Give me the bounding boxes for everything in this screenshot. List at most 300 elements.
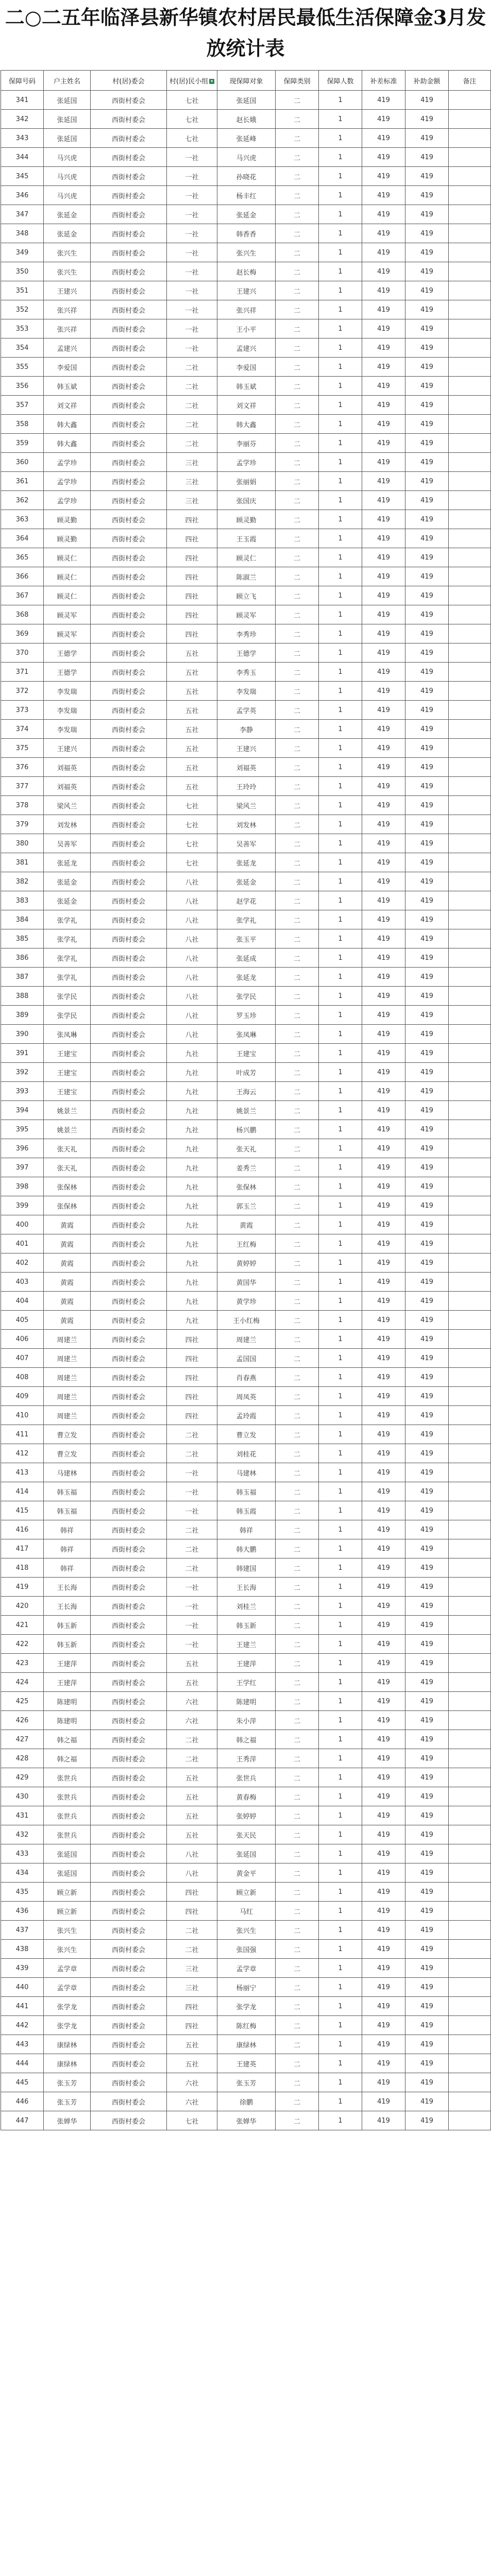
cell-count: 1 <box>319 1902 362 1921</box>
table-row <box>1 1292 491 1311</box>
cell-group: 七社 <box>167 853 217 872</box>
cell-id: 369 <box>1 624 44 643</box>
cell-householder: 张兴生 <box>44 262 91 281</box>
cell-householder: 顾灵勤 <box>44 510 91 529</box>
table-row <box>1 1597 491 1616</box>
cell-remarks <box>449 1806 491 1825</box>
cell-count: 1 <box>319 110 362 129</box>
cell-village: 西街村委会 <box>91 338 167 358</box>
cell-householder: 曹立发 <box>44 1425 91 1444</box>
cell-village: 西街村委会 <box>91 1158 167 1177</box>
header-label: 现保障对象 <box>229 77 263 86</box>
cell-amount: 419 <box>405 2092 449 2111</box>
cell-village: 西街村委会 <box>91 262 167 281</box>
cell-remarks <box>449 281 491 300</box>
cell-count: 1 <box>319 1139 362 1158</box>
cell-recipient: 张婵华 <box>217 2111 276 2130</box>
cell-count: 1 <box>319 701 362 720</box>
cell-remarks <box>449 2092 491 2111</box>
cell-remarks <box>449 1768 491 1787</box>
cell-village: 西街村委会 <box>91 1463 167 1482</box>
cell-amount: 419 <box>405 567 449 586</box>
cell-householder: 刘发林 <box>44 815 91 834</box>
cell-householder: 王长海 <box>44 1597 91 1616</box>
cell-village: 西街村委会 <box>91 586 167 605</box>
cell-village: 西街村委会 <box>91 1215 167 1234</box>
cell-id: 395 <box>1 1120 44 1139</box>
cell-recipient: 顾立新 <box>217 1883 276 1902</box>
cell-id: 439 <box>1 1959 44 1978</box>
cell-amount: 419 <box>405 987 449 1006</box>
cell-remarks <box>449 1959 491 1978</box>
cell-group: 五社 <box>167 682 217 701</box>
cell-householder: 周建兰 <box>44 1349 91 1368</box>
cell-category: 二 <box>276 1006 319 1025</box>
cell-remarks <box>449 1883 491 1902</box>
cell-householder: 刘文祥 <box>44 396 91 415</box>
cell-remarks <box>449 2073 491 2092</box>
cell-group: 五社 <box>167 2035 217 2054</box>
cell-group: 二社 <box>167 1921 217 1940</box>
cell-amount: 419 <box>405 1120 449 1139</box>
cell-recipient: 王德学 <box>217 643 276 663</box>
cell-recipient: 张保林 <box>217 1177 276 1196</box>
cell-householder: 韩玉新 <box>44 1616 91 1635</box>
cell-group: 三社 <box>167 472 217 491</box>
cell-standard: 419 <box>362 1654 405 1673</box>
table-row <box>1 1463 491 1482</box>
cell-remarks <box>449 2054 491 2073</box>
col-header-category <box>276 71 319 91</box>
cell-recipient: 孙晓花 <box>217 167 276 186</box>
cell-id: 425 <box>1 1692 44 1711</box>
cell-remarks <box>449 2035 491 2054</box>
cell-recipient: 李秀珍 <box>217 624 276 643</box>
cell-amount: 419 <box>405 1101 449 1120</box>
cell-id: 387 <box>1 968 44 987</box>
cell-amount: 419 <box>405 758 449 777</box>
cell-recipient: 韩大鹏 <box>217 1539 276 1558</box>
cell-id: 391 <box>1 1044 44 1063</box>
cell-amount: 419 <box>405 1616 449 1635</box>
cell-id: 424 <box>1 1673 44 1692</box>
cell-village: 西街村委会 <box>91 1730 167 1749</box>
cell-recipient: 赵长梅 <box>217 262 276 281</box>
cell-remarks <box>449 1368 491 1387</box>
table-row <box>1 624 491 643</box>
cell-standard: 419 <box>362 1711 405 1730</box>
cell-id: 429 <box>1 1768 44 1787</box>
cell-recipient: 韩玉斌 <box>217 377 276 396</box>
cell-count: 1 <box>319 358 362 377</box>
cell-amount: 419 <box>405 1196 449 1215</box>
cell-remarks <box>449 1120 491 1139</box>
col-header-amount <box>405 71 449 91</box>
cell-category: 二 <box>276 1273 319 1292</box>
cell-standard: 419 <box>362 1330 405 1349</box>
cell-standard: 419 <box>362 1825 405 1844</box>
cell-group: 四社 <box>167 567 217 586</box>
cell-village: 西街村委会 <box>91 2092 167 2111</box>
cell-village: 西街村委会 <box>91 377 167 396</box>
cell-householder: 黄霞 <box>44 1273 91 1292</box>
cell-recipient: 罗玉珍 <box>217 1006 276 1025</box>
table-row <box>1 2092 491 2111</box>
cell-remarks <box>449 1787 491 1806</box>
cell-recipient: 孟学珍 <box>217 453 276 472</box>
cell-category: 二 <box>276 1520 319 1539</box>
cell-id: 384 <box>1 910 44 929</box>
cell-id: 357 <box>1 396 44 415</box>
cell-standard: 419 <box>362 815 405 834</box>
cell-remarks <box>449 834 491 853</box>
cell-village: 西街村委会 <box>91 358 167 377</box>
table-row <box>1 1120 491 1139</box>
cell-count: 1 <box>319 148 362 167</box>
cell-householder: 王建萍 <box>44 1673 91 1692</box>
cell-village: 西街村委会 <box>91 1768 167 1787</box>
cell-count: 1 <box>319 205 362 224</box>
cell-recipient: 顾灵勤 <box>217 510 276 529</box>
cell-id: 378 <box>1 796 44 815</box>
cell-recipient: 曹立发 <box>217 1425 276 1444</box>
cell-category: 二 <box>276 453 319 472</box>
cell-recipient: 张国强 <box>217 1940 276 1959</box>
cell-remarks <box>449 796 491 815</box>
cell-category: 二 <box>276 91 319 110</box>
cell-category: 二 <box>276 1253 319 1273</box>
cell-remarks <box>449 1292 491 1311</box>
cell-category: 二 <box>276 1959 319 1978</box>
cell-amount: 419 <box>405 1902 449 1921</box>
cell-amount: 419 <box>405 1177 449 1196</box>
cell-id: 348 <box>1 224 44 243</box>
cell-count: 1 <box>319 567 362 586</box>
cell-village: 西街村委会 <box>91 758 167 777</box>
table-row <box>1 586 491 605</box>
cell-id: 409 <box>1 1387 44 1406</box>
cell-amount: 419 <box>405 129 449 148</box>
cell-category: 二 <box>276 663 319 682</box>
cell-standard: 419 <box>362 510 405 529</box>
cell-remarks <box>449 148 491 167</box>
cell-amount: 419 <box>405 529 449 548</box>
cell-group: 七社 <box>167 91 217 110</box>
cell-recipient: 孟学英 <box>217 701 276 720</box>
table-row <box>1 1730 491 1749</box>
cell-count: 1 <box>319 1997 362 2016</box>
cell-group: 二社 <box>167 1558 217 1578</box>
cell-village: 西街村委会 <box>91 1406 167 1425</box>
cell-id: 443 <box>1 2035 44 2054</box>
cell-amount: 419 <box>405 2016 449 2035</box>
cell-category: 二 <box>276 300 319 319</box>
cell-group: 二社 <box>167 1749 217 1768</box>
cell-standard: 419 <box>362 910 405 929</box>
cell-count: 1 <box>319 91 362 110</box>
cell-householder: 王德学 <box>44 643 91 663</box>
cell-standard: 419 <box>362 624 405 643</box>
cell-id: 364 <box>1 529 44 548</box>
cell-remarks <box>449 1463 491 1482</box>
table-row <box>1 834 491 853</box>
cell-amount: 419 <box>405 1978 449 1997</box>
cell-category: 二 <box>276 1501 319 1520</box>
cell-recipient: 姜秀兰 <box>217 1158 276 1177</box>
cell-remarks <box>449 948 491 968</box>
table-row <box>1 1082 491 1101</box>
cell-group: 二社 <box>167 1539 217 1558</box>
cell-id: 433 <box>1 1844 44 1863</box>
cell-standard: 419 <box>362 1520 405 1539</box>
cell-count: 1 <box>319 1883 362 1902</box>
cell-recipient: 姚景兰 <box>217 1101 276 1120</box>
cell-recipient: 张凤琳 <box>217 1025 276 1044</box>
cell-standard: 419 <box>362 1959 405 1978</box>
cell-village: 西街村委会 <box>91 91 167 110</box>
cell-recipient: 陈建明 <box>217 1692 276 1711</box>
cell-count: 1 <box>319 1635 362 1654</box>
cell-standard: 419 <box>362 1597 405 1616</box>
cell-standard: 419 <box>362 1101 405 1120</box>
cell-count: 1 <box>319 186 362 205</box>
cell-remarks <box>449 720 491 739</box>
cell-count: 1 <box>319 1825 362 1844</box>
header-label: 村(居)委会 <box>112 77 145 86</box>
cell-recipient: 顾灵仁 <box>217 548 276 567</box>
cell-category: 二 <box>276 1215 319 1234</box>
cell-standard: 419 <box>362 968 405 987</box>
cell-householder: 张学礼 <box>44 910 91 929</box>
cell-householder: 张学民 <box>44 1006 91 1025</box>
cell-remarks <box>449 1863 491 1883</box>
cell-standard: 419 <box>362 2054 405 2073</box>
cell-id: 441 <box>1 1997 44 2016</box>
cell-count: 1 <box>319 453 362 472</box>
cell-remarks <box>449 1501 491 1520</box>
cell-village: 西街村委会 <box>91 948 167 968</box>
cell-group: 一社 <box>167 148 217 167</box>
cell-group: 五社 <box>167 643 217 663</box>
cell-remarks <box>449 624 491 643</box>
cell-category: 二 <box>276 1101 319 1120</box>
cell-id: 411 <box>1 1425 44 1444</box>
cell-id: 404 <box>1 1292 44 1311</box>
table-row <box>1 1768 491 1787</box>
cell-remarks <box>449 1349 491 1368</box>
table-row <box>1 910 491 929</box>
cell-group: 四社 <box>167 548 217 567</box>
cell-householder: 马兴虎 <box>44 148 91 167</box>
cell-standard: 419 <box>362 891 405 910</box>
cell-group: 七社 <box>167 110 217 129</box>
cell-amount: 419 <box>405 2054 449 2073</box>
cell-remarks <box>449 777 491 796</box>
cell-householder: 顾立新 <box>44 1902 91 1921</box>
table-row <box>1 491 491 510</box>
cell-count: 1 <box>319 2035 362 2054</box>
cell-standard: 419 <box>362 224 405 243</box>
cell-category: 二 <box>276 624 319 643</box>
cell-remarks <box>449 548 491 567</box>
cell-householder: 王建兴 <box>44 739 91 758</box>
cell-householder: 张学龙 <box>44 2016 91 2035</box>
cell-recipient: 张婷婷 <box>217 1806 276 1825</box>
cell-group: 九社 <box>167 1177 217 1196</box>
cell-village: 西街村委会 <box>91 2035 167 2054</box>
cell-group: 七社 <box>167 834 217 853</box>
cell-householder: 张世兵 <box>44 1806 91 1825</box>
cell-village: 西街村委会 <box>91 968 167 987</box>
cell-householder: 张延龙 <box>44 853 91 872</box>
cell-id: 376 <box>1 758 44 777</box>
cell-group: 八社 <box>167 968 217 987</box>
cell-remarks <box>449 1844 491 1863</box>
cell-standard: 419 <box>362 1368 405 1387</box>
cell-id: 402 <box>1 1253 44 1273</box>
cell-recipient: 郭玉兰 <box>217 1196 276 1215</box>
cell-group: 一社 <box>167 338 217 358</box>
cell-amount: 419 <box>405 167 449 186</box>
cell-id: 427 <box>1 1730 44 1749</box>
cell-recipient: 黄金平 <box>217 1863 276 1883</box>
cell-remarks <box>449 1578 491 1597</box>
cell-village: 西街村委会 <box>91 1501 167 1520</box>
cell-category: 二 <box>276 1158 319 1177</box>
cell-amount: 419 <box>405 701 449 720</box>
cell-householder: 黄霞 <box>44 1234 91 1253</box>
cell-group: 四社 <box>167 529 217 548</box>
cell-standard: 419 <box>362 1978 405 1997</box>
cell-remarks <box>449 853 491 872</box>
cell-amount: 419 <box>405 1368 449 1387</box>
cell-standard: 419 <box>362 1940 405 1959</box>
cell-group: 九社 <box>167 1120 217 1139</box>
cell-village: 西街村委会 <box>91 1902 167 1921</box>
cell-village: 西街村委会 <box>91 2111 167 2130</box>
cell-count: 1 <box>319 472 362 491</box>
table-row <box>1 1501 491 1520</box>
cell-amount: 419 <box>405 224 449 243</box>
table-row <box>1 319 491 338</box>
table-row <box>1 1749 491 1768</box>
cell-count: 1 <box>319 548 362 567</box>
cell-amount: 419 <box>405 2111 449 2130</box>
cell-amount: 419 <box>405 1539 449 1558</box>
cell-count: 1 <box>319 1921 362 1940</box>
header-label: 补差标准 <box>370 77 397 86</box>
cell-standard: 419 <box>362 796 405 815</box>
cell-remarks <box>449 1177 491 1196</box>
cell-householder: 康绿林 <box>44 2035 91 2054</box>
cell-remarks <box>449 186 491 205</box>
cell-category: 二 <box>276 1711 319 1730</box>
cell-remarks <box>449 262 491 281</box>
cell-standard: 419 <box>362 1921 405 1940</box>
cell-category: 二 <box>276 929 319 948</box>
cell-category: 二 <box>276 1692 319 1711</box>
cell-count: 1 <box>319 1120 362 1139</box>
cell-amount: 419 <box>405 1139 449 1158</box>
table-row <box>1 701 491 720</box>
cell-category: 二 <box>276 319 319 338</box>
cell-standard: 419 <box>362 1025 405 1044</box>
cell-id: 358 <box>1 415 44 434</box>
cell-householder: 张婵华 <box>44 2111 91 2130</box>
cell-count: 1 <box>319 1330 362 1349</box>
table-header-row <box>1 71 491 91</box>
cell-count: 1 <box>319 1768 362 1787</box>
cell-category: 二 <box>276 1082 319 1101</box>
cell-recipient: 王玉霞 <box>217 529 276 548</box>
cell-category: 二 <box>276 2092 319 2111</box>
cell-standard: 419 <box>362 205 405 224</box>
cell-standard: 419 <box>362 1997 405 2016</box>
cell-recipient: 肖春燕 <box>217 1368 276 1387</box>
cell-village: 西街村委会 <box>91 1025 167 1044</box>
filter-icon[interactable]: ▾ <box>209 79 214 84</box>
cell-standard: 419 <box>362 358 405 377</box>
cell-id: 373 <box>1 701 44 720</box>
cell-householder: 孟学章 <box>44 1978 91 1997</box>
cell-recipient: 张国庆 <box>217 491 276 510</box>
cell-remarks <box>449 510 491 529</box>
cell-count: 1 <box>319 739 362 758</box>
cell-standard: 419 <box>362 1387 405 1406</box>
cell-id: 347 <box>1 205 44 224</box>
cell-householder: 韩祥 <box>44 1520 91 1539</box>
cell-amount: 419 <box>405 453 449 472</box>
cell-category: 二 <box>276 281 319 300</box>
cell-remarks <box>449 1044 491 1063</box>
cell-count: 1 <box>319 796 362 815</box>
cell-standard: 419 <box>362 1463 405 1482</box>
cell-village: 西街村委会 <box>91 853 167 872</box>
cell-category: 二 <box>276 1940 319 1959</box>
cell-count: 1 <box>319 1597 362 1616</box>
table-row <box>1 129 491 148</box>
cell-group: 四社 <box>167 624 217 643</box>
cell-group: 九社 <box>167 1101 217 1120</box>
cell-householder: 韩之福 <box>44 1749 91 1768</box>
cell-amount: 419 <box>405 2035 449 2054</box>
cell-village: 西街村委会 <box>91 1597 167 1616</box>
cell-standard: 419 <box>362 1406 405 1425</box>
cell-category: 二 <box>276 472 319 491</box>
cell-householder: 顾灵仁 <box>44 567 91 586</box>
cell-village: 西街村委会 <box>91 1006 167 1025</box>
cell-id: 426 <box>1 1711 44 1730</box>
cell-householder: 刘福英 <box>44 758 91 777</box>
cell-standard: 419 <box>362 987 405 1006</box>
cell-category: 二 <box>276 1368 319 1387</box>
cell-amount: 419 <box>405 796 449 815</box>
cell-village: 西街村委会 <box>91 300 167 319</box>
table-row <box>1 1482 491 1501</box>
cell-householder: 梁风兰 <box>44 796 91 815</box>
cell-category: 二 <box>276 1749 319 1768</box>
cell-standard: 419 <box>362 929 405 948</box>
cell-remarks <box>449 643 491 663</box>
cell-recipient: 周建兰 <box>217 1330 276 1349</box>
cell-village: 西街村委会 <box>91 2054 167 2073</box>
cell-householder: 张学礼 <box>44 929 91 948</box>
cell-count: 1 <box>319 624 362 643</box>
cell-count: 1 <box>319 529 362 548</box>
cell-village: 西街村委会 <box>91 1063 167 1082</box>
cell-standard: 419 <box>362 1044 405 1063</box>
cell-category: 二 <box>276 1863 319 1883</box>
